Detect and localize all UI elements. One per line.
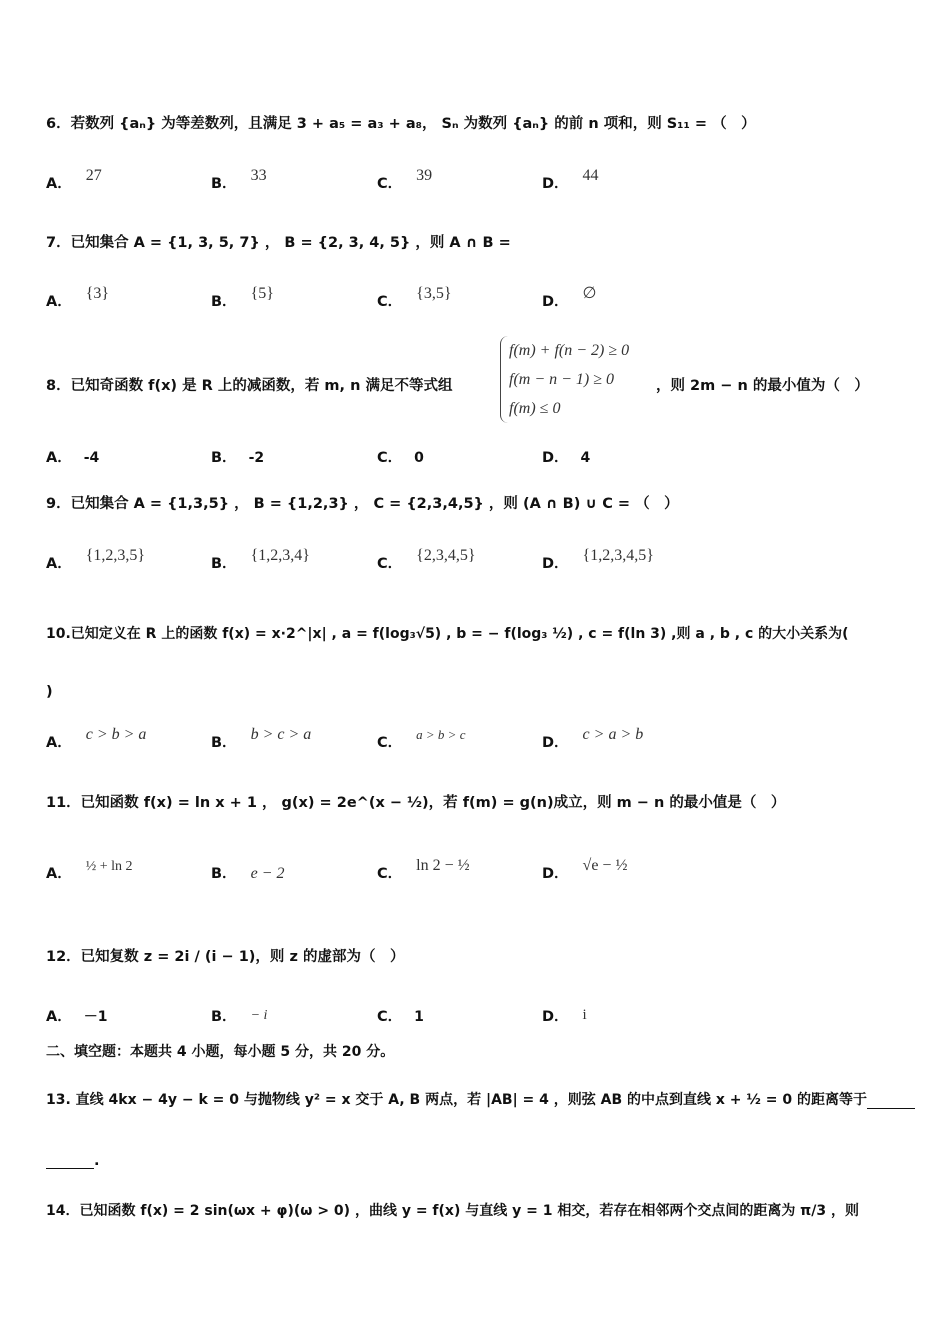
option-label: D． — [542, 450, 569, 466]
option-value: 44 — [582, 167, 599, 184]
question-8-option-b[interactable] — [211, 446, 264, 467]
question-7-option-a[interactable] — [46, 285, 110, 311]
option-value: 27 — [85, 167, 102, 184]
question-12-option-a[interactable] — [46, 1005, 107, 1026]
section-title: 二、填空题：本题共 4 小题，每小题 5 分，共 20 分。 — [46, 1044, 395, 1060]
option-value: -4 — [83, 450, 100, 466]
question-10-option-c[interactable] — [377, 727, 466, 752]
inequality-2: f(m − n − 1) ≥ 0 — [509, 371, 615, 388]
option-value: 0 — [414, 450, 424, 466]
option-label: A． — [46, 735, 72, 751]
question-6-option-b[interactable] — [211, 167, 267, 193]
question-10-stem-cont: ) — [46, 684, 53, 700]
option-label: D． — [542, 294, 569, 310]
option-label: C． — [377, 450, 403, 466]
question-7-option-c[interactable] — [377, 285, 452, 311]
question-12-option-b[interactable] — [211, 1005, 267, 1026]
inequality-1: f(m) + f(n − 2) ≥ 0 — [509, 342, 630, 359]
inequality-3: f(m) ≤ 0 — [509, 400, 561, 417]
option-label: C． — [377, 735, 403, 751]
option-value: {3} — [85, 285, 110, 302]
question-13-stem-cont — [46, 1153, 910, 1169]
option-value: ½ + ln 2 — [85, 859, 133, 874]
option-value: {2,3,4,5} — [416, 547, 476, 564]
option-label: C． — [377, 294, 403, 310]
option-label: A． — [46, 866, 72, 882]
option-value: {3,5} — [416, 285, 452, 302]
question-6-option-d[interactable] — [542, 167, 599, 193]
option-label: D． — [542, 866, 569, 882]
question-9-option-c[interactable] — [377, 547, 476, 573]
option-label: C． — [377, 556, 403, 572]
question-11-stem: 11．已知函数 f(x) = ln x + 1 ， g(x) = 2e^(x − ½)，若 f(m) = g(n)成立，则 m − n 的最小值是（ ） — [46, 795, 786, 811]
answer-blank-cont[interactable] — [46, 1154, 94, 1169]
question-12-option-c[interactable] — [377, 1005, 424, 1026]
option-label: C． — [377, 1009, 403, 1025]
question-10-stem: 10.已知定义在 R 上的函数 f(x) = x·2^|x| , a = f(log₃√5) , b = − f(log₃ ½) , c = f(ln 3) ,则 a , b , c 的大小关系为( — [46, 626, 849, 642]
option-value: {1,2,3,5} — [85, 547, 146, 564]
option-label: D． — [542, 735, 569, 751]
question-12-option-d[interactable] — [542, 1005, 587, 1026]
option-label: A． — [46, 176, 72, 192]
question-11-option-b[interactable] — [211, 862, 284, 883]
question-10-option-a[interactable] — [46, 726, 147, 752]
question-7-option-d[interactable] — [542, 285, 597, 311]
option-value: {1,2,3,4,5} — [582, 547, 654, 564]
question-8-stem-end: ，则 2m − n 的最小值为（ ） — [656, 378, 869, 394]
question-7-option-b[interactable] — [211, 285, 274, 311]
option-value: ∅ — [582, 285, 597, 302]
question-9-option-a[interactable] — [46, 547, 146, 573]
question-9-option-d[interactable] — [542, 547, 654, 573]
question-8-stem: 8．已知奇函数 f(x) 是 R 上的减函数，若 m, n 满足不等式组 — [46, 378, 453, 394]
option-label: D． — [542, 176, 569, 192]
option-label: A． — [46, 556, 72, 572]
option-label: D． — [542, 556, 569, 572]
option-label: A． — [46, 1009, 72, 1025]
question-11-option-c[interactable] — [377, 857, 470, 883]
option-value: b > c > a — [250, 726, 312, 743]
question-13-text: 13. 直线 4kx − 4y − k = 0 与抛物线 y² = x 交于 A, B 两点，若 |AB| = 4 ，则弦 AB 的中点到直线 x + ½ = 0 的距离等于 — [46, 1092, 868, 1108]
option-value: {1,2,3,4} — [250, 547, 310, 564]
question-13-stem — [46, 1089, 910, 1109]
option-label: B． — [211, 735, 237, 751]
option-label: A． — [46, 450, 72, 466]
option-label: B． — [211, 450, 237, 466]
option-value: e − 2 — [250, 865, 285, 882]
option-label: B． — [211, 176, 237, 192]
option-value: 39 — [416, 167, 433, 184]
option-value: －1 — [83, 1009, 108, 1025]
question-12-stem: 12．已知复数 z = 2i / (i − 1)，则 z 的虚部为（ ） — [46, 949, 405, 965]
option-label: C． — [377, 866, 403, 882]
answer-blank[interactable] — [867, 1094, 915, 1109]
question-10-option-d[interactable] — [542, 726, 644, 752]
option-value: 4 — [580, 450, 591, 466]
inequality-system — [500, 336, 629, 423]
option-label: B． — [211, 556, 237, 572]
option-value: -2 — [248, 450, 265, 466]
question-8-option-c[interactable] — [377, 446, 424, 467]
option-label: B． — [211, 294, 237, 310]
option-value: 1 — [414, 1009, 424, 1025]
question-8-option-a[interactable] — [46, 446, 99, 467]
option-value: √e − ½ — [582, 857, 628, 874]
question-10-option-b[interactable] — [211, 726, 312, 752]
option-label: C． — [377, 176, 403, 192]
question-6-stem: 6．若数列 {aₙ} 为等差数列，且满足 3 + a₅ = a₃ + a₈， Sₙ 为数列 {aₙ} 的前 n 项和，则 S₁₁ = （ ） — [46, 116, 756, 132]
option-value: i — [582, 1007, 587, 1023]
option-value: a > b > c — [416, 727, 466, 742]
option-label: A． — [46, 294, 72, 310]
question-8-option-d[interactable] — [542, 446, 590, 467]
option-label: D． — [542, 1009, 569, 1025]
option-value: {5} — [250, 285, 274, 302]
question-7-stem: 7．已知集合 A = {1, 3, 5, 7} ， B = {2, 3, 4, 5} ，则 A ∩ B = — [46, 235, 511, 251]
option-value: ln 2 − ½ — [416, 857, 470, 874]
option-value: − i — [250, 1008, 268, 1023]
question-9-option-b[interactable] — [211, 547, 310, 573]
option-value: c > a > b — [582, 726, 644, 743]
question-6-option-a[interactable] — [46, 167, 102, 193]
question-11-option-d[interactable] — [542, 857, 628, 883]
option-value: 33 — [250, 167, 267, 184]
question-6-option-c[interactable] — [377, 167, 433, 193]
question-11-option-a[interactable] — [46, 859, 133, 883]
option-label: B． — [211, 866, 237, 882]
question-14-stem: 14．已知函数 f(x) = 2 sin(ωx + φ)(ω > 0) ，曲线 y = f(x) 与直线 y = 1 相交，若存在相邻两个交点间的距离为 π/3 ，则 — [46, 1203, 859, 1219]
question-9-stem: 9．已知集合 A = {1,3,5} ， B = {1,2,3} ， C = {2,3,4,5} ，则 (A ∩ B) ∪ C = （ ） — [46, 496, 679, 512]
option-value: c > b > a — [85, 726, 147, 743]
question-13-end: . — [94, 1153, 100, 1169]
option-label: B． — [211, 1009, 237, 1025]
